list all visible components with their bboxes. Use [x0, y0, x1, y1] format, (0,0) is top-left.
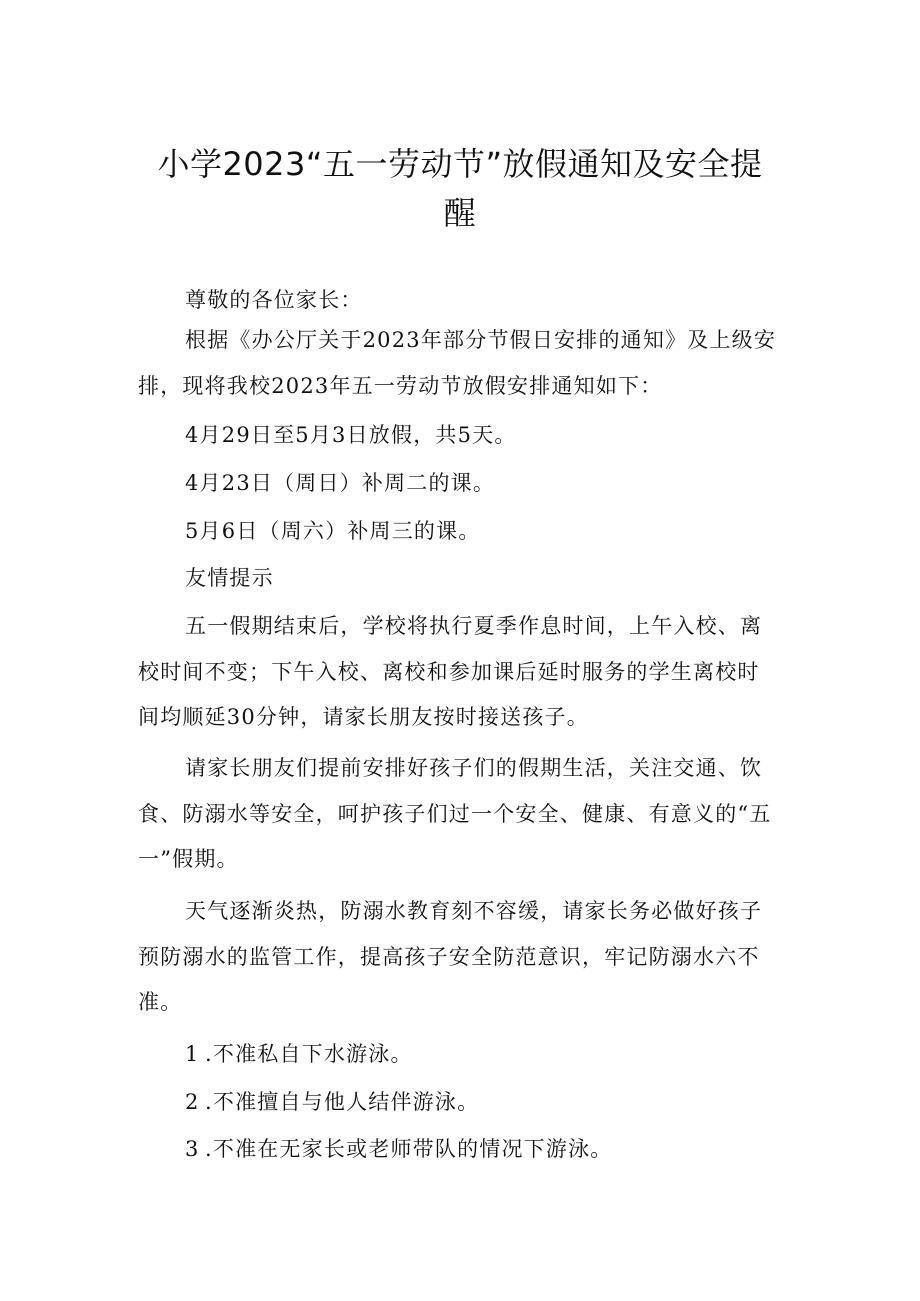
tip-line: 准。 [138, 990, 183, 1014]
title-line-2: 醒 [443, 194, 477, 232]
tip-line: 五一假期结束后，学校将执行夏季作息时间，上午入校、离 [185, 614, 763, 638]
schedule-item: 5月6日（周六）补周三的课。 [185, 519, 481, 543]
tip-line: 校时间不变；下午入校、离校和参加课后延时服务的学生离校时 [138, 659, 760, 684]
schedule-item: 4月29日至5月3日放假，共5天。 [185, 423, 517, 447]
greeting: 尊敬的各位家长： [185, 288, 363, 312]
tip-line: 请家长朋友们提前安排好孩子们的假期生活，关注交通、饮 [185, 756, 763, 780]
rule-number: 3 [185, 1137, 200, 1161]
intro-line-2: 排，现将我校2023年五一劳动节放假安排通知如下： [138, 373, 663, 398]
rule-number: 2 [185, 1090, 200, 1114]
title-line-1: 小学2023“五一劳动节”放假通知及安全提 [157, 145, 763, 183]
tip-line: 天气逐渐炎热，防溺水教育刻不容缓，请家长务必做好孩子 [185, 899, 763, 923]
tip-line: 预防溺水的监管工作，提高孩子安全防范意识，牢记防溺水六不 [138, 944, 760, 969]
tip-paragraph [138, 746, 794, 883]
tip-paragraph [138, 889, 794, 1026]
rule-item [185, 1080, 479, 1126]
rule-number: 1 [185, 1042, 200, 1066]
tip-line: 间均顺延30分钟，请家长朋友按时接送孩子。 [138, 705, 589, 729]
tip-line: 食、防溺水等安全，呵护孩子们过一个安全、健康、有意义的“五 [138, 801, 772, 826]
document-title [128, 140, 792, 238]
rule-item [185, 1127, 612, 1173]
tip-line: 一”假期。 [138, 847, 239, 871]
intro-line-1: 根据《办公厅关于2023年部分节假日安排的通知》及上级安 [185, 328, 777, 352]
rule-text: .不准在无家长或老师带队的情况下游泳。 [205, 1137, 613, 1161]
intro-paragraph [138, 318, 794, 409]
rule-text: .不准私自下水游泳。 [205, 1042, 413, 1066]
tip-paragraph [138, 604, 794, 741]
rule-text: .不准擅自与他人结伴游泳。 [205, 1090, 480, 1114]
tips-heading: 友情提示 [185, 566, 274, 590]
schedule-item: 4月23日（周日）补周二的课。 [185, 471, 496, 495]
rule-item [185, 1032, 413, 1078]
